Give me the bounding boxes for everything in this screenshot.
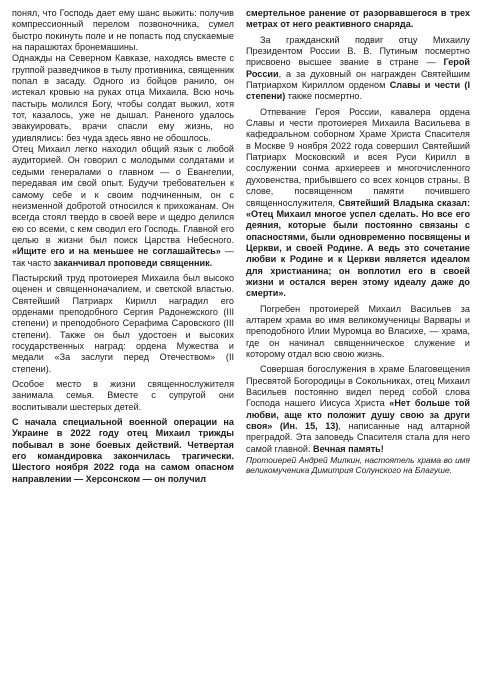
paragraph bbox=[12, 144, 234, 269]
bold-text: Герой России bbox=[246, 57, 470, 79]
paragraph bbox=[246, 304, 470, 361]
text-run: , а за духовный он награжден Святейшим Патриархом Кириллом орденом bbox=[246, 68, 470, 91]
text-run: Отец Михаил легко находил общий язык с любой аудиторией. Он говорил с молодыми солдатами и седыми генералами о главном — о Евангелии, передавая им свой опыт. Будучи требовательен к самому себе и к своим подчиненным, он с неизменной добротой относился к прихожанам. Он всегда стоял твердо в своей вере и щедро делился ею со всеми, с кем сводил его Господь. Главной его целью в жизни был поиск Царства Небесного. bbox=[12, 144, 234, 245]
text-run: Однажды на Северном Кавказе, находясь вместе с группой разведчиков в тылу противника, священник попал в засаду. Одного из бойцов ранило, он истекал кровью на руках отца Михаила. Всю ночь пастырь молился Богу, чтобы солдат выжил, хотя тот, казалось, уже не дышал. Раненого удалось эвакуировать, врачи спасли ему жизнь, но удивлялись: без чуда здесь явно не обошлось. bbox=[12, 53, 234, 143]
bold-text: «Нет больше той любви, аще кто положит душу свою за други своя» (Ин. 15, 13) bbox=[246, 398, 470, 432]
paragraph bbox=[246, 35, 470, 103]
text-run: также посмертно. bbox=[285, 91, 362, 102]
paragraph bbox=[246, 364, 470, 455]
text-run: Совершая богослужения в храме Благовещения Пресвятой Богородицы в Сокольниках, отец Михаил Васильев постоянно видел перед собой слова Господа нашего Иисуса Христа bbox=[246, 364, 470, 409]
bold-text: С начала специальной военной операции на Украине в 2022 году отец Михаил трижды побывал в зоне боевых действий. Четвертая его командировка закончилась трагически. Шестого ноября 2022 года на самом опасном направлении — Херсонском — он получил bbox=[12, 417, 234, 484]
text-run: Пастырский труд протоиерея Михаила был высоко оценен и священноначалием, и светской властью. Святейший Патриарх Кирилл наградил его орденами преподобного Сергия Радонежского (III степени) и преподобного Серафима Саровского (III степени). Также он был удостоен и высоких государственных наград: ордена Мужества и медали «За заслуги перед Отечеством» (II степени). bbox=[12, 272, 234, 374]
paragraph bbox=[246, 455, 470, 476]
bold-text: смертельное ранение от разорвавшегося в трех метрах от него реактивного снаряда. bbox=[246, 8, 470, 30]
paragraph bbox=[12, 53, 234, 144]
bold-text: Вечная память! bbox=[313, 443, 384, 454]
bold-text: заканчивал проповеди священник. bbox=[53, 257, 213, 268]
text-run: понял, что Господь дает ему шанс выжить: получив компрессионный перелом позвоночника, сумел быстро покинуть поле и не попасть под спускаемые на парашютах бронемашины. bbox=[12, 8, 234, 53]
text-run: За гражданский подвиг отцу Михаилу Президентом России В. В. Путиным посмертно присвоено высшее звание в стране — bbox=[246, 34, 470, 68]
italic-text: Протоиерей Андрей Милкин, настоятель храма во имя великомученика Димитрия Солунского на Благуше. bbox=[246, 455, 470, 476]
paragraph bbox=[246, 8, 470, 31]
text-run: , написанные над алтарной преградой. Эта заповедь Спасителя стала для него самой главной. bbox=[246, 421, 470, 454]
bold-text: Славы и чести (I степени) bbox=[246, 80, 470, 102]
text-run: Погребен протоиерей Михаил Васильев за алтарем храма во имя великомученицы Варвары и преподобного Илии Муромца во Власихе, — храма, где он начинал священническое служение и которому отдал всю свою жизнь. bbox=[246, 303, 470, 359]
paragraph bbox=[246, 107, 470, 300]
paragraph bbox=[12, 417, 234, 485]
paragraph bbox=[12, 273, 234, 375]
paragraph bbox=[12, 8, 234, 53]
paragraph bbox=[12, 379, 234, 413]
text-run: Особое место в жизни священнослужителя занимала семья. Вместе с супругой они воспитывали шестерых детей. bbox=[12, 379, 234, 412]
text-run: — так часто bbox=[12, 246, 234, 268]
bold-text: Святейший Владыка сказал: «Отец Михаил многое успел сделать. Но все его деяния, которые были постоянно связаны с опасностями, были одновременно посвящены и Церкви, и своей Родине. А ведь это сочетание любви к Родине и к Церкви является идеалом для христианина; он воплотил его в своей жизни и остался верен этому идеалу даже до смерти». bbox=[246, 197, 470, 299]
text-run: Отпевание Героя России, кавалера ордена Славы и чести протоиерея Михаила Васильева в кафедральном соборном Храме Христа Спасителя в Москве 9 ноября 2022 года совершил Святейший Патриарх Московский и всея Руси Кирилл в сослужении сонма архиереев и многочисленного духовенства, прибывшего со всех концов страны. В слове, посвященном памяти почившего священнослужителя, bbox=[246, 106, 470, 208]
left-column bbox=[12, 8, 234, 485]
bold-text: «Ищите его и на меньшее не соглашайтесь» bbox=[12, 246, 221, 257]
right-column bbox=[246, 8, 470, 476]
